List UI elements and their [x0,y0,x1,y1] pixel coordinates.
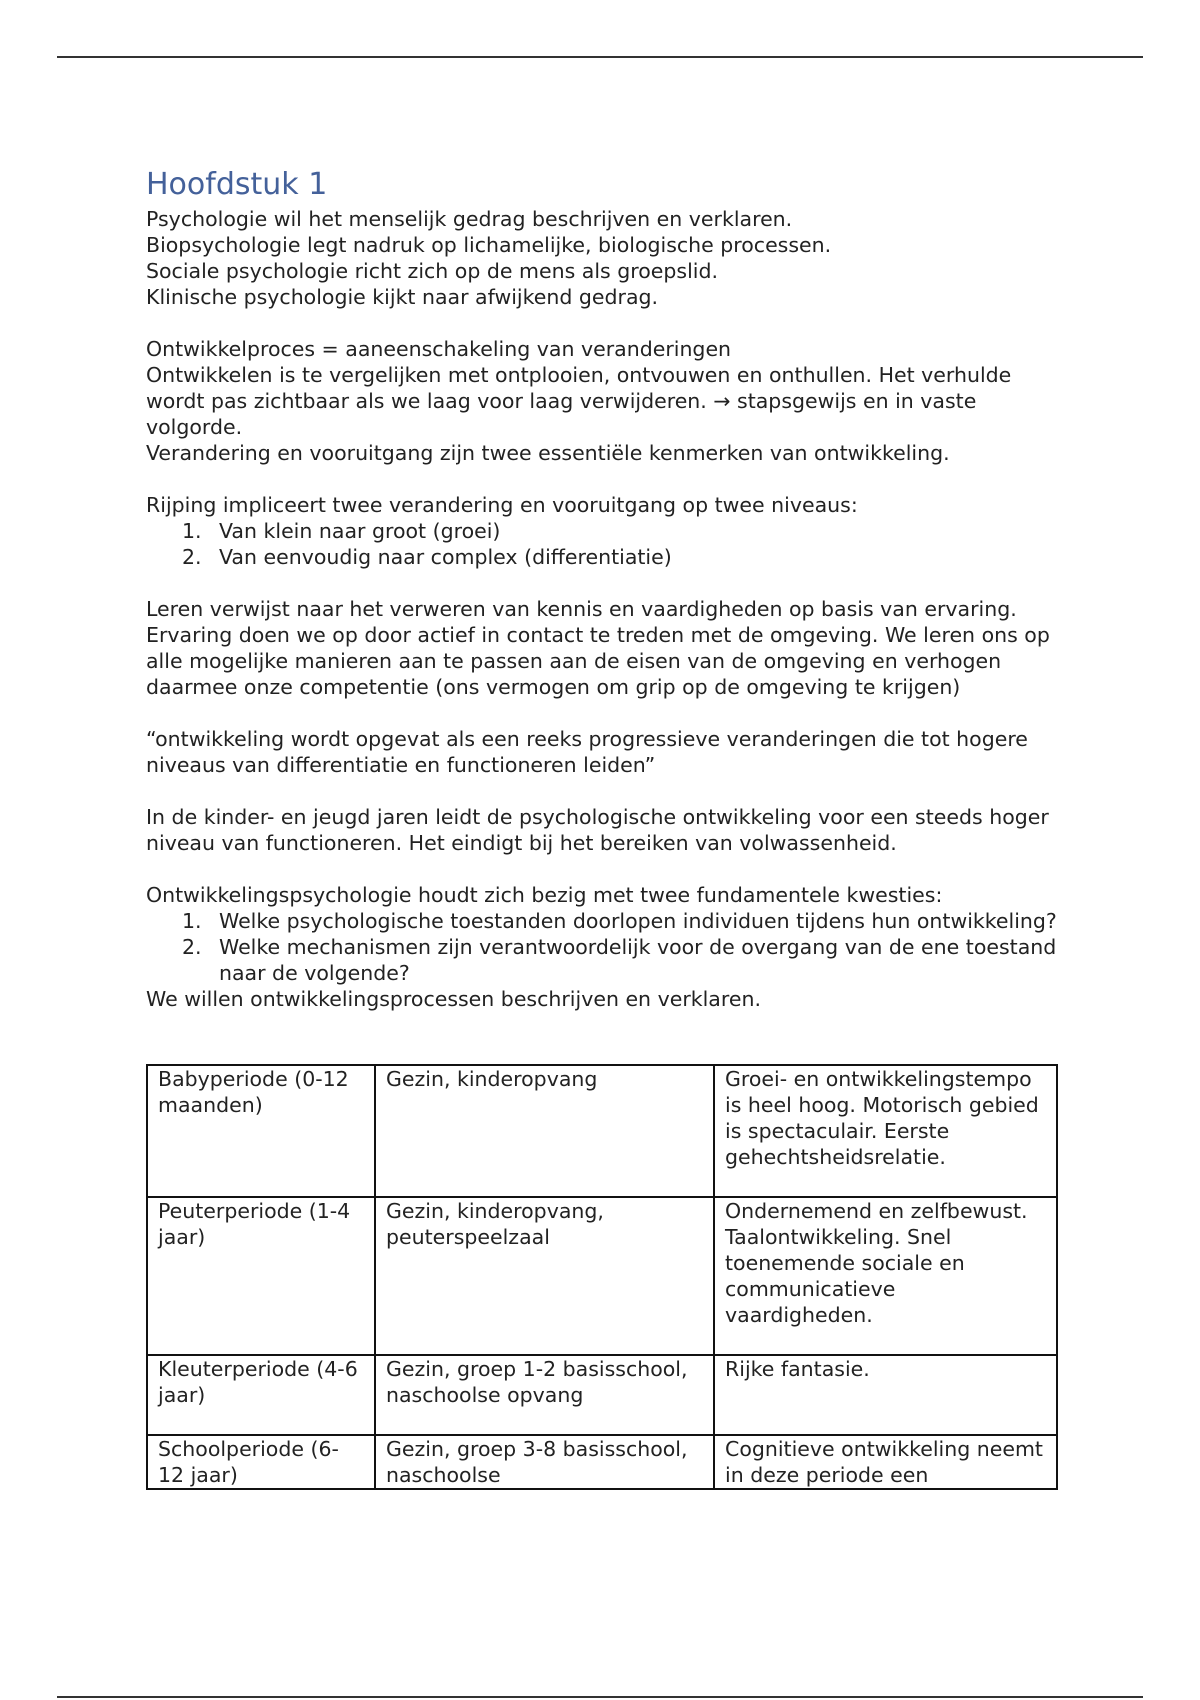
development-definition: Ontwikkelproces = aaneenschakeling van veranderingen [146,337,732,361]
intro-line: Sociale psychologie richt zich op de mens als groepslid. [146,259,718,283]
description-cell-text: Cognitieve ontwikkeling neemt in deze periode een [725,1437,1043,1487]
dev-psych-intro: Ontwikkelingspsychologie houdt zich bezig met twee fundamentele kwesties: [146,883,943,907]
description-cell: Rijke fantasie. [714,1355,1057,1435]
description-cell: Groei- en ontwikkelingstempo is heel hoog. Motorisch gebied is spectaculair. Eerste gehechtsheidsrelatie. [714,1065,1057,1197]
definition-quote: “ontwikkeling wordt opgevat als een reeks progressieve veranderingen die tot hogere niveaus van differentiatie en functioneren leiden” [146,727,1028,777]
list-item: Welke psychologische toestanden doorlopen individuen tijdens hun ontwikkeling? [219,909,1057,933]
table-row [147,1435,1057,1489]
list-item: Van eenvoudig naar complex (differentiatie) [219,545,672,569]
context-cell: Gezin, groep 1-2 basisschool, naschoolse opvang [375,1355,714,1435]
maturation-block [146,492,1061,570]
period-cell: Babyperiode (0-12 maanden) [147,1065,375,1197]
development-characteristics: Verandering en vooruitgang zijn twee essentiële kenmerken van ontwikkeling. [146,441,950,465]
period-cell: Kleuterperiode (4-6 jaar) [147,1355,375,1435]
intro-line: Klinische psychologie kijkt naar afwijkend gedrag. [146,285,659,309]
dev-psych-list [146,908,1061,986]
maturation-list [146,518,1061,570]
list-item: Van klein naar groot (groei) [219,519,501,543]
context-cell [375,1435,714,1489]
dev-psych-outro: We willen ontwikkelingsprocessen beschrijven en verklaren. [146,987,761,1011]
list-item: Welke mechanismen zijn verantwoordelijk voor de overgang van de ene toestand naar de volgende? [219,935,1057,985]
context-cell: Gezin, kinderopvang [375,1065,714,1197]
maturation-intro: Rijping impliceert twee verandering en vooruitgang op twee niveaus: [146,493,858,517]
youth-paragraph: In de kinder- en jeugd jaren leidt de psychologische ontwikkeling voor een steeds hoger niveau van functioneren. Het eindigt bij het bereiken van volwassenheid. [146,805,1049,855]
period-cell-text: Schoolperiode (6-12 jaar) [158,1437,339,1487]
table-row [147,1355,1057,1435]
intro-block [146,206,1061,310]
development-block [146,336,1061,466]
intro-line: Psychologie wil het menselijk gedrag beschrijven en verklaren. [146,207,793,231]
period-cell [147,1435,375,1489]
intro-line: Biopsychologie legt nadruk op lichamelijke, biologische processen. [146,233,832,257]
footer-rule [57,1696,1143,1698]
context-cell: Gezin, kinderopvang, peuterspeelzaal [375,1197,714,1355]
table-row [147,1065,1057,1197]
document-body [146,166,1061,1490]
periods-table [146,1064,1058,1490]
description-cell [714,1435,1057,1489]
chapter-title: Hoofdstuk 1 [146,167,328,202]
table-row [147,1197,1057,1355]
context-cell-text: Gezin, groep 3-8 basisschool, naschoolse [386,1437,688,1487]
learning-paragraph: Leren verwijst naar het verweren van kennis en vaardigheden op basis van ervaring. Ervaring doen we op door actief in contact te treden met de omgeving. We leren ons op alle mogelijke manieren aan te passen aan de eisen van de omgeving en verhogen daarmee onze competentie (ons vermogen om grip op de omgeving te krijgen) [146,597,1050,699]
dev-psych-block [146,882,1061,1012]
description-cell: Ondernemend en zelfbewust. Taalontwikkeling. Snel toenemende sociale en communicatieve vaardigheden. [714,1197,1057,1355]
period-cell: Peuterperiode (1-4 jaar) [147,1197,375,1355]
development-explanation: Ontwikkelen is te vergelijken met ontplooien, ontvouwen en onthullen. Het verhulde wordt pas zichtbaar als we laag voor laag verwijderen. → stapsgewijs en in vaste volgorde. [146,363,1012,439]
header-rule [57,56,1143,58]
